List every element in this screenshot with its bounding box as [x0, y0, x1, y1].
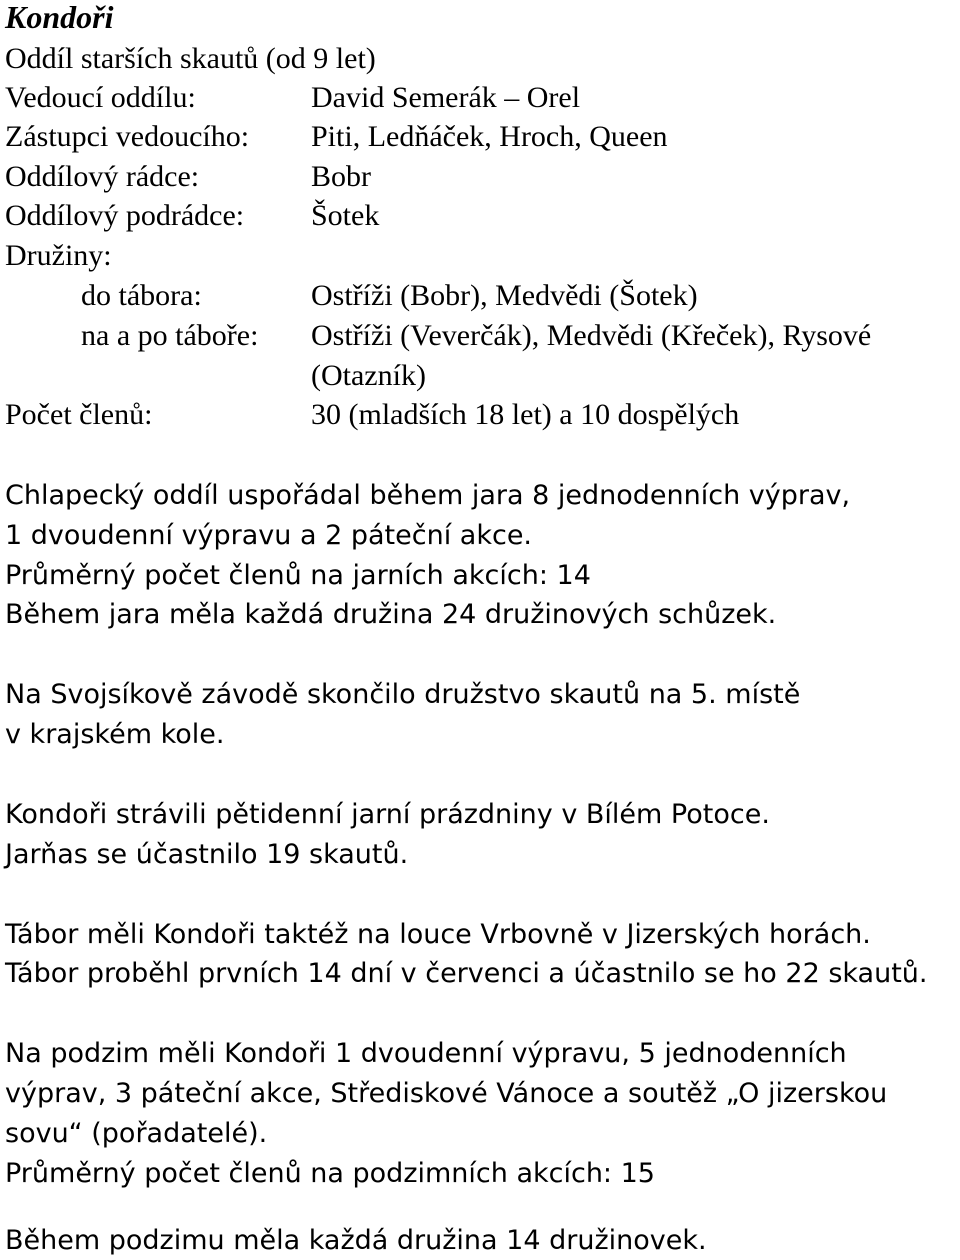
info-value: Ostříži (Veverčák), Medvědi (Křeček), Rysové [311, 319, 872, 352]
paragraph-line: Tábor měli Kondoři taktéž na louce Vrbovně v Jizerských horách. [5, 919, 871, 950]
paragraph-line: Jarňas se účastnilo 19 skautů. [5, 839, 409, 870]
paragraph-line: Na podzim měli Kondoři 1 dvoudenní výpravu, 5 jednodenních [5, 1038, 847, 1069]
info-value: Šotek [311, 199, 380, 232]
paragraph-line: 1 dvoudenní výpravu a 2 páteční akce. [5, 520, 533, 551]
paragraph-line: Průměrný počet členů na podzimních akcích: 15 [5, 1158, 655, 1189]
info-value: Ostříži (Bobr), Medvědi (Šotek) [311, 279, 698, 312]
info-label: Družiny: [5, 239, 112, 272]
info-value: (Otazník) [311, 359, 426, 392]
paragraph-line: Tábor proběhl prvních 14 dní v červenci a účastnilo se ho 22 skautů. [5, 958, 928, 989]
troop-subtitle: Oddíl starších skautů (od 9 let) [5, 42, 376, 75]
info-label: na a po táboře: [81, 319, 259, 352]
paragraph-line: Během podzimu měla každá družina 14 družinovek. [5, 1225, 707, 1256]
info-label: Oddílový podrádce: [5, 199, 245, 232]
info-value: 30 (mladších 18 let) a 10 dospělých [311, 398, 740, 431]
paragraph-line: v krajském kole. [5, 719, 225, 750]
paragraph-line: sovu“ (pořadatelé). [5, 1118, 268, 1149]
info-label: Počet členů: [5, 398, 153, 431]
info-label: Oddílový rádce: [5, 160, 200, 193]
paragraph-line: Chlapecký oddíl uspořádal během jara 8 jednodenních výprav, [5, 480, 851, 511]
info-value: Bobr [311, 160, 371, 193]
page-title: Kondoři [5, 0, 114, 35]
info-value: David Semerák – Orel [311, 81, 581, 114]
paragraph-line: Kondoři strávili pětidenní jarní prázdniny v Bílém Potoce. [5, 799, 770, 830]
paragraph-line: Průměrný počet členů na jarních akcích: 14 [5, 560, 591, 591]
paragraph-line: Na Svojsíkově závodě skončilo družstvo skautů na 5. místě [5, 679, 801, 710]
info-value: Piti, Ledňáček, Hroch, Queen [311, 120, 668, 153]
info-label: do tábora: [81, 279, 202, 312]
info-label: Zástupci vedoucího: [5, 120, 250, 153]
info-label: Vedoucí oddílu: [5, 81, 196, 114]
paragraph-line: Během jara měla každá družina 24 družinových schůzek. [5, 599, 777, 630]
paragraph-line: výprav, 3 páteční akce, Střediskové Vánoce a soutěž „O jizerskou [5, 1078, 888, 1109]
